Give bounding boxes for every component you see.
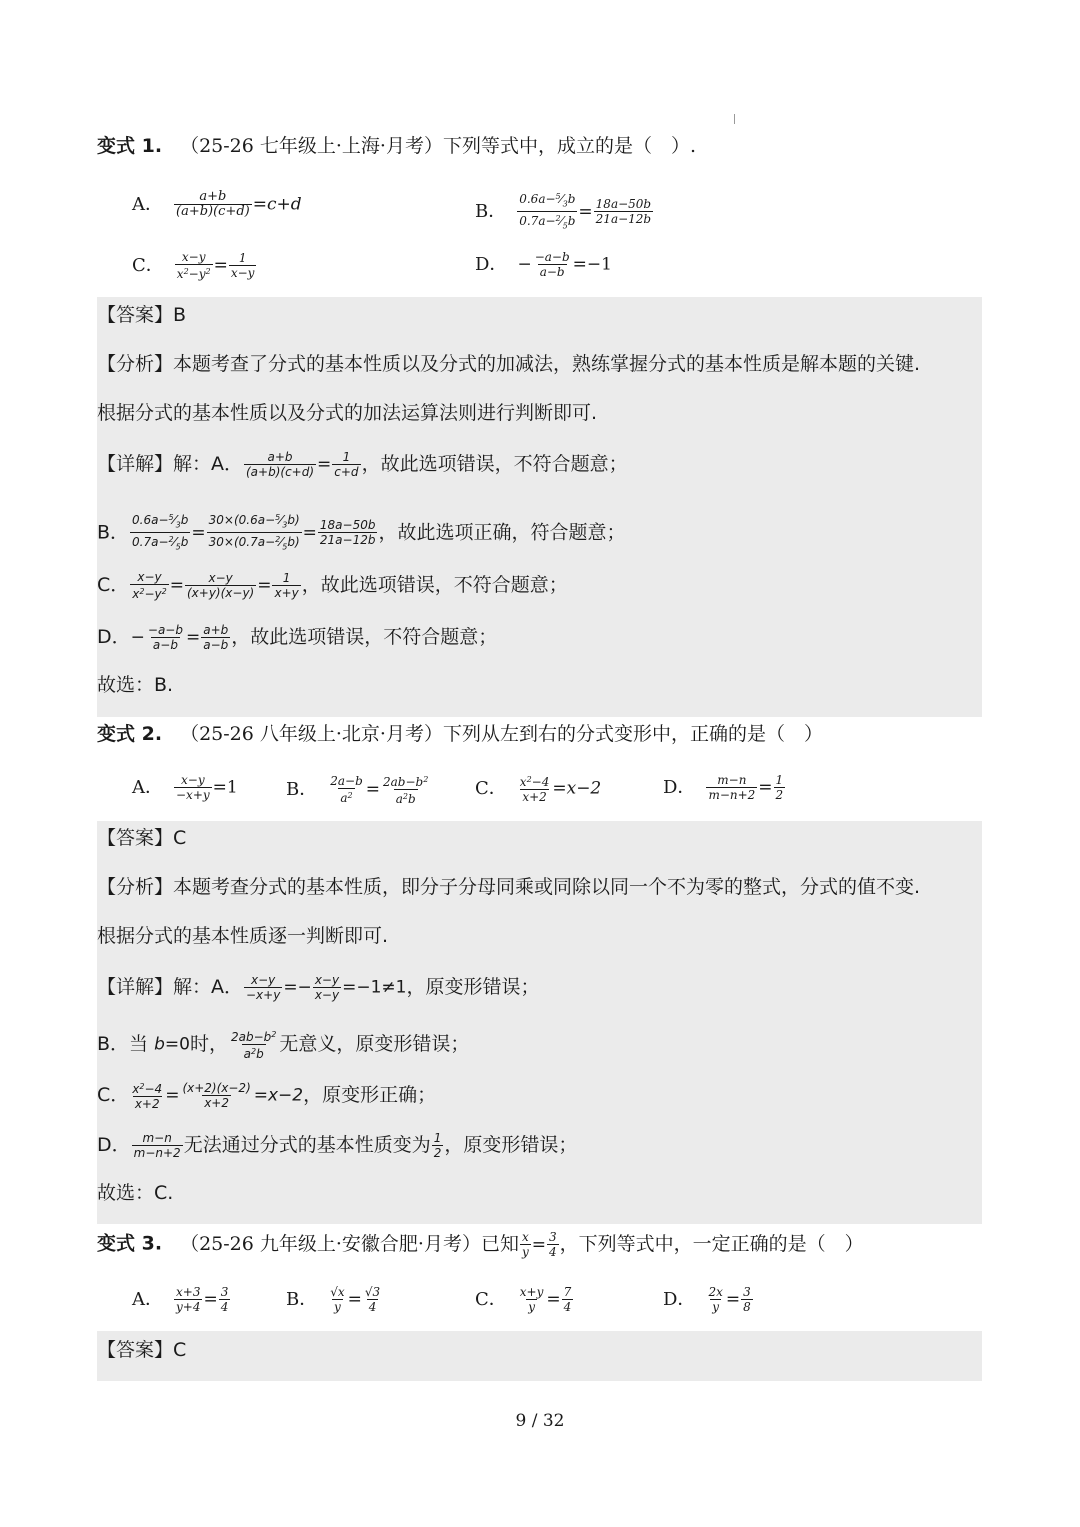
question-2-stem — [97, 722, 823, 746]
question-2-label: 变式 2. — [97, 723, 163, 745]
solution-2-detail-a: 【详解】解：A． $\frac{x-y}{-x+y}$ =− $\frac{x-y}{x-y}$ =−1≠1，原变形错误； — [97, 973, 540, 1002]
question-2-option-d: D． $\frac{m-n}{m-n+2}$ = $\frac{1}{2}$ — [663, 773, 784, 802]
solution-1-detail-d: D．− $\frac{-a-b}{a-b}$ = $\frac{a+b}{a-b}$ ，故此选项错误，不符合题意； — [97, 623, 498, 652]
solution-2-analysis-note: 根据分式的基本性质逐一判断即可. — [97, 925, 389, 947]
solution-1-conclusion: 故选：B. — [97, 674, 174, 696]
question-3-label: 变式 3. — [97, 1232, 163, 1255]
question-3-option-c: C． $\frac{x+y}{y}$ = $\frac{7}{4}$ — [475, 1285, 572, 1314]
solution-1-panel — [97, 297, 982, 717]
solution-3-panel — [97, 1331, 982, 1381]
question-2-option-b: B． $\frac{2a-b}{a^2}$ = $\frac{2ab-b^2}{a^2b}$ — [286, 774, 429, 806]
solution-2-detail-d: D． $\frac{m-n}{m-n+2}$ 无法通过分式的基本性质变为 $\frac{1}{2}$ ，原变形错误； — [97, 1131, 578, 1160]
question-1-stem — [97, 134, 696, 158]
solution-1-detail-a: 【详解】解：A． $\frac{a+b}{(a+b)(c+d)}$ = $\frac{1}{c+d}$ ，故此选项错误，不符合题意； — [97, 450, 628, 479]
question-1-option-c: C． $\frac{x-y}{x^2-y^2}$ = $\frac{1}{x-y}$ — [132, 250, 255, 281]
question-1-option-b: B． $\frac{0.6a-^5⁄_3b}{0.7a-^2⁄_5b}$ = $\frac{18a-50b}{21a-12b}$ — [475, 190, 654, 234]
solution-1-detail-b: B． $\frac{0.6a-^5⁄_3b}{0.7a-^2⁄_5b}$ = $\frac{30\times(0.6a-^5⁄_3b)}{30\times(0.7a-^2⁄_5b)}$ = $\frac{18a-50b}{21a-12b}$ ，故此选项正确，符合题意； — [97, 511, 625, 555]
solution-2-answer: 【答案】C — [97, 827, 187, 849]
solution-2-analysis: 【分析】本题考查分式的基本性质，即分子分母同乘或同除以同一个不为零的整式，分式的值不变. — [97, 876, 921, 898]
question-2-option-c: C． $\frac{x^2-4}{x+2}$ =x−2 — [475, 775, 602, 804]
solution-3-answer: 【答案】C — [97, 1339, 187, 1361]
question-1-option-d: D． − $\frac{-a-b}{a-b}$ =−1 — [475, 250, 612, 279]
question-3-text: （25-26 九年级上·安徽合肥·月考）已知 $\frac{x}{y}$ = $\frac{3}{4}$ ，下列等式中，一定正确的是（ ） — [180, 1230, 864, 1259]
question-2-option-a: A． $\frac{x-y}{-x+y}$ =1 — [132, 773, 238, 802]
solution-1-answer: 【答案】B — [97, 304, 187, 326]
question-1-label: 变式 1. — [97, 135, 163, 157]
question-3-option-a: A． $\frac{x+3}{y+4}$ = $\frac{3}{4}$ — [132, 1285, 229, 1314]
question-3-option-d: D． $\frac{2x}{y}$ = $\frac{3}{8}$ — [663, 1285, 751, 1314]
solution-1-analysis: 【分析】本题考查了分式的基本性质以及分式的加减法，熟练掌握分式的基本性质是解本题的关键. — [97, 353, 921, 375]
margin-mark — [734, 114, 735, 124]
solution-2-detail-b: B．当 b=0时， $\frac{2ab-b^2}{a^2b}$ 无意义，原变形错误； — [97, 1030, 470, 1061]
page-number: 9 / 32 — [515, 1411, 565, 1431]
question-1-option-a: A． $\frac{a+b}{(a+b)(c+d)}$ =c+d — [132, 189, 302, 219]
question-2-text: （25-26 八年级上·北京·月考）下列从左到右的分式变形中，正确的是（ ） — [180, 723, 823, 745]
solution-2-panel — [97, 821, 982, 1224]
solution-2-detail-c: C． $\frac{x^2-4}{x+2}$ = $\frac{(x+2)(x-2)}{x+2}$ =x−2，原变形正确； — [97, 1081, 437, 1111]
question-3-option-b: B． $\frac{√x}{y}$ = $\frac{√3}{4}$ — [286, 1285, 381, 1314]
question-3-stem — [97, 1230, 864, 1259]
solution-2-conclusion: 故选：C. — [97, 1182, 174, 1204]
solution-1-analysis-note: 根据分式的基本性质以及分式的加法运算法则进行判断即可. — [97, 402, 598, 424]
question-1-text: （25-26 七年级上·上海·月考）下列等式中，成立的是（ ）. — [180, 135, 696, 157]
solution-1-detail-c: C． $\frac{x-y}{x^2-y^2}$ = $\frac{x-y}{(x+y)(x-y)}$ = $\frac{1}{x+y}$ ，故此选项错误，不符合题意； — [97, 570, 568, 601]
